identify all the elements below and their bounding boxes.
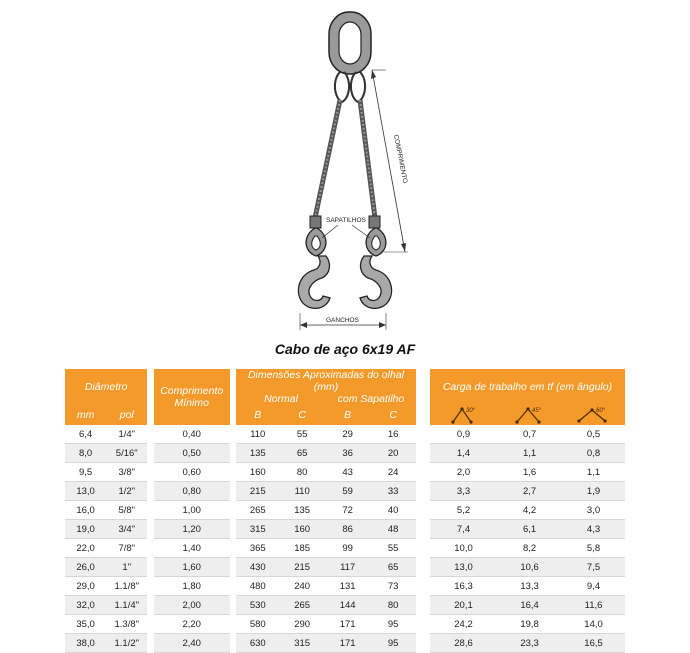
cell-c-normal: 240: [279, 577, 324, 596]
cell-b-normal: 160: [236, 463, 279, 482]
header-pol: pol: [106, 405, 147, 425]
cell-carga-60: 0,5: [562, 425, 625, 444]
cell-comprimento: 1,00: [154, 501, 230, 520]
cell-carga-30: 10,0: [430, 539, 497, 558]
cell-comprimento: 1,20: [154, 520, 230, 539]
hook-left-icon: [298, 256, 330, 308]
cell-b-sapatilho: 171: [325, 615, 370, 634]
cell-pol: 5/16": [106, 444, 147, 463]
cell-pol: 1.1/4": [106, 596, 147, 615]
cell-c-normal: 135: [279, 501, 324, 520]
header-com-sapatilho: com Sapatilho: [337, 393, 405, 405]
cell-c-sapatilho: 95: [370, 615, 415, 634]
cell-b-sapatilho: 72: [325, 501, 370, 520]
cell-b-sapatilho: 29: [325, 425, 370, 444]
cell-carga-60: 7,5: [562, 558, 625, 577]
hook-right-icon: [360, 256, 392, 308]
cell-b-normal: 110: [236, 425, 279, 444]
cell-carga-30: 1,4: [430, 444, 497, 463]
cell-c-sapatilho: 24: [370, 463, 415, 482]
cell-carga-45: 6,1: [497, 520, 562, 539]
header-c-normal: C: [279, 405, 324, 425]
cell-carga-60: 1,1: [562, 463, 625, 482]
cell-c-normal: 160: [279, 520, 324, 539]
cell-c-sapatilho: 33: [370, 482, 415, 501]
cell-mm: 19,0: [65, 520, 106, 539]
cell-mm: 26,0: [65, 558, 106, 577]
cell-b-normal: 530: [236, 596, 279, 615]
cell-b-normal: 580: [236, 615, 279, 634]
header-dimensoes: [236, 369, 416, 405]
cell-comprimento: 1,60: [154, 558, 230, 577]
cell-b-normal: 265: [236, 501, 279, 520]
table-row: [65, 501, 625, 520]
angle-30-label: 30°: [465, 408, 475, 414]
table-row: [65, 539, 625, 558]
table-row: [65, 558, 625, 577]
cell-mm: 35,0: [65, 615, 106, 634]
cell-carga-45: 19,8: [497, 615, 562, 634]
cell-pol: 3/4": [106, 520, 147, 539]
cell-comprimento: 0,80: [154, 482, 230, 501]
cell-pol: 3/8": [106, 463, 147, 482]
cell-c-normal: 265: [279, 596, 324, 615]
cell-pol: 1.3/8": [106, 615, 147, 634]
header-b-normal: B: [236, 405, 279, 425]
cell-carga-60: 16,5: [562, 634, 625, 653]
cell-comprimento: 2,40: [154, 634, 230, 653]
angle-60-label: 60°: [595, 408, 605, 414]
cell-carga-60: 5,8: [562, 539, 625, 558]
cell-c-sapatilho: 20: [370, 444, 415, 463]
label-ganchos: GANCHOS: [326, 317, 359, 324]
cell-pol: 5/8": [106, 501, 147, 520]
cell-pol: 1": [106, 558, 147, 577]
cell-mm: 32,0: [65, 596, 106, 615]
header-diametro: Diâmetro: [65, 369, 147, 405]
cell-c-sapatilho: 65: [370, 558, 415, 577]
cell-carga-60: 9,4: [562, 577, 625, 596]
cell-c-normal: 65: [279, 444, 324, 463]
cell-carga-30: 5,2: [430, 501, 497, 520]
cell-pol: 7/8": [106, 539, 147, 558]
cell-mm: 38,0: [65, 634, 106, 653]
header-dimensoes-title: Dimensões Aproximadas do olhal (mm): [247, 369, 404, 393]
cell-b-normal: 630: [236, 634, 279, 653]
header-row-2: [65, 405, 625, 425]
cell-carga-60: 11,6: [562, 596, 625, 615]
cell-b-sapatilho: 144: [325, 596, 370, 615]
cell-c-sapatilho: 95: [370, 634, 415, 653]
cell-c-normal: 315: [279, 634, 324, 653]
cell-b-sapatilho: 36: [325, 444, 370, 463]
header-carga: Carga de trabalho em tf (em ângulo): [430, 369, 625, 405]
cell-b-normal: 135: [236, 444, 279, 463]
table-row: [65, 596, 625, 615]
cell-b-sapatilho: 86: [325, 520, 370, 539]
cell-carga-60: 0,8: [562, 444, 625, 463]
cell-mm: 13,0: [65, 482, 106, 501]
label-sapatilhos: SAPATILHOS: [326, 217, 366, 224]
cell-comprimento: 1,40: [154, 539, 230, 558]
cell-carga-30: 13,0: [430, 558, 497, 577]
page-title: Cabo de aço 6x19 AF: [274, 341, 416, 357]
cell-carga-30: 16,3: [430, 577, 497, 596]
cell-carga-45: 1,1: [497, 444, 562, 463]
table-row: [65, 463, 625, 482]
cell-carga-45: 0,7: [497, 425, 562, 444]
cell-b-normal: 430: [236, 558, 279, 577]
header-comprimento: Comprimento Mínimo: [154, 369, 230, 425]
cell-b-normal: 315: [236, 520, 279, 539]
cell-carga-60: 1,9: [562, 482, 625, 501]
cell-carga-30: 28,6: [430, 634, 497, 653]
cell-carga-60: 14,0: [562, 615, 625, 634]
cell-mm: 6,4: [65, 425, 106, 444]
cell-b-normal: 365: [236, 539, 279, 558]
cell-mm: 16,0: [65, 501, 106, 520]
cell-comprimento: 2,00: [154, 596, 230, 615]
table-row: [65, 444, 625, 463]
cell-carga-30: 24,2: [430, 615, 497, 634]
cell-b-normal: 480: [236, 577, 279, 596]
cell-c-sapatilho: 73: [370, 577, 415, 596]
cell-c-sapatilho: 16: [370, 425, 415, 444]
cell-b-sapatilho: 171: [325, 634, 370, 653]
cell-carga-45: 16,4: [497, 596, 562, 615]
specs-table: [65, 369, 625, 653]
cell-c-sapatilho: 80: [370, 596, 415, 615]
cell-comprimento: 0,50: [154, 444, 230, 463]
header-c-sapatilho: C: [370, 405, 415, 425]
cell-pol: 1.1/2": [106, 634, 147, 653]
cell-b-sapatilho: 99: [325, 539, 370, 558]
cell-comprimento: 0,40: [154, 425, 230, 444]
header-row-1: [65, 369, 625, 405]
cell-b-normal: 215: [236, 482, 279, 501]
angle-45-label: 45°: [531, 408, 541, 414]
cell-b-sapatilho: 131: [325, 577, 370, 596]
cell-comprimento: 0,60: [154, 463, 230, 482]
header-normal: Normal: [264, 393, 298, 405]
cell-carga-60: 4,3: [562, 520, 625, 539]
table-row: [65, 634, 625, 653]
cell-c-sapatilho: 55: [370, 539, 415, 558]
header-mm: mm: [65, 405, 106, 425]
cell-c-normal: 80: [279, 463, 324, 482]
cell-carga-30: 0,9: [430, 425, 497, 444]
cell-c-sapatilho: 48: [370, 520, 415, 539]
cell-carga-45: 13,3: [497, 577, 562, 596]
table-row: [65, 520, 625, 539]
cell-mm: 29,0: [65, 577, 106, 596]
cell-c-normal: 215: [279, 558, 324, 577]
cell-carga-30: 7,4: [430, 520, 497, 539]
label-comprimento: COMPRIMENTO: [392, 134, 409, 184]
cell-mm: 22,0: [65, 539, 106, 558]
cell-carga-30: 3,3: [430, 482, 497, 501]
cell-carga-45: 10,6: [497, 558, 562, 577]
table-body: [65, 425, 625, 653]
angle-60-icon: [562, 405, 625, 425]
angle-45-icon: [497, 405, 562, 425]
cell-b-sapatilho: 43: [325, 463, 370, 482]
cell-b-sapatilho: 59: [325, 482, 370, 501]
cell-pol: 1/4": [106, 425, 147, 444]
cell-pol: 1/2": [106, 482, 147, 501]
cell-c-normal: 185: [279, 539, 324, 558]
cell-carga-45: 2,7: [497, 482, 562, 501]
table-row: [65, 482, 625, 501]
cell-carga-60: 3,0: [562, 501, 625, 520]
cell-carga-45: 4,2: [497, 501, 562, 520]
table-row: [65, 577, 625, 596]
cell-c-normal: 110: [279, 482, 324, 501]
angle-30-icon: [430, 405, 497, 425]
cell-carga-30: 20,1: [430, 596, 497, 615]
cell-comprimento: 2,20: [154, 615, 230, 634]
cell-c-normal: 55: [279, 425, 324, 444]
cell-pol: 1.1/8": [106, 577, 147, 596]
cell-carga-45: 8,2: [497, 539, 562, 558]
cell-c-normal: 290: [279, 615, 324, 634]
cell-c-sapatilho: 40: [370, 501, 415, 520]
cell-carga-45: 23,3: [497, 634, 562, 653]
cell-mm: 9,5: [65, 463, 106, 482]
cell-comprimento: 1,80: [154, 577, 230, 596]
cell-mm: 8,0: [65, 444, 106, 463]
cell-carga-45: 1,6: [497, 463, 562, 482]
table-row: [65, 615, 625, 634]
cell-b-sapatilho: 117: [325, 558, 370, 577]
table-row: [65, 425, 625, 444]
header-b-sapatilho: B: [325, 405, 370, 425]
cell-carga-30: 2,0: [430, 463, 497, 482]
